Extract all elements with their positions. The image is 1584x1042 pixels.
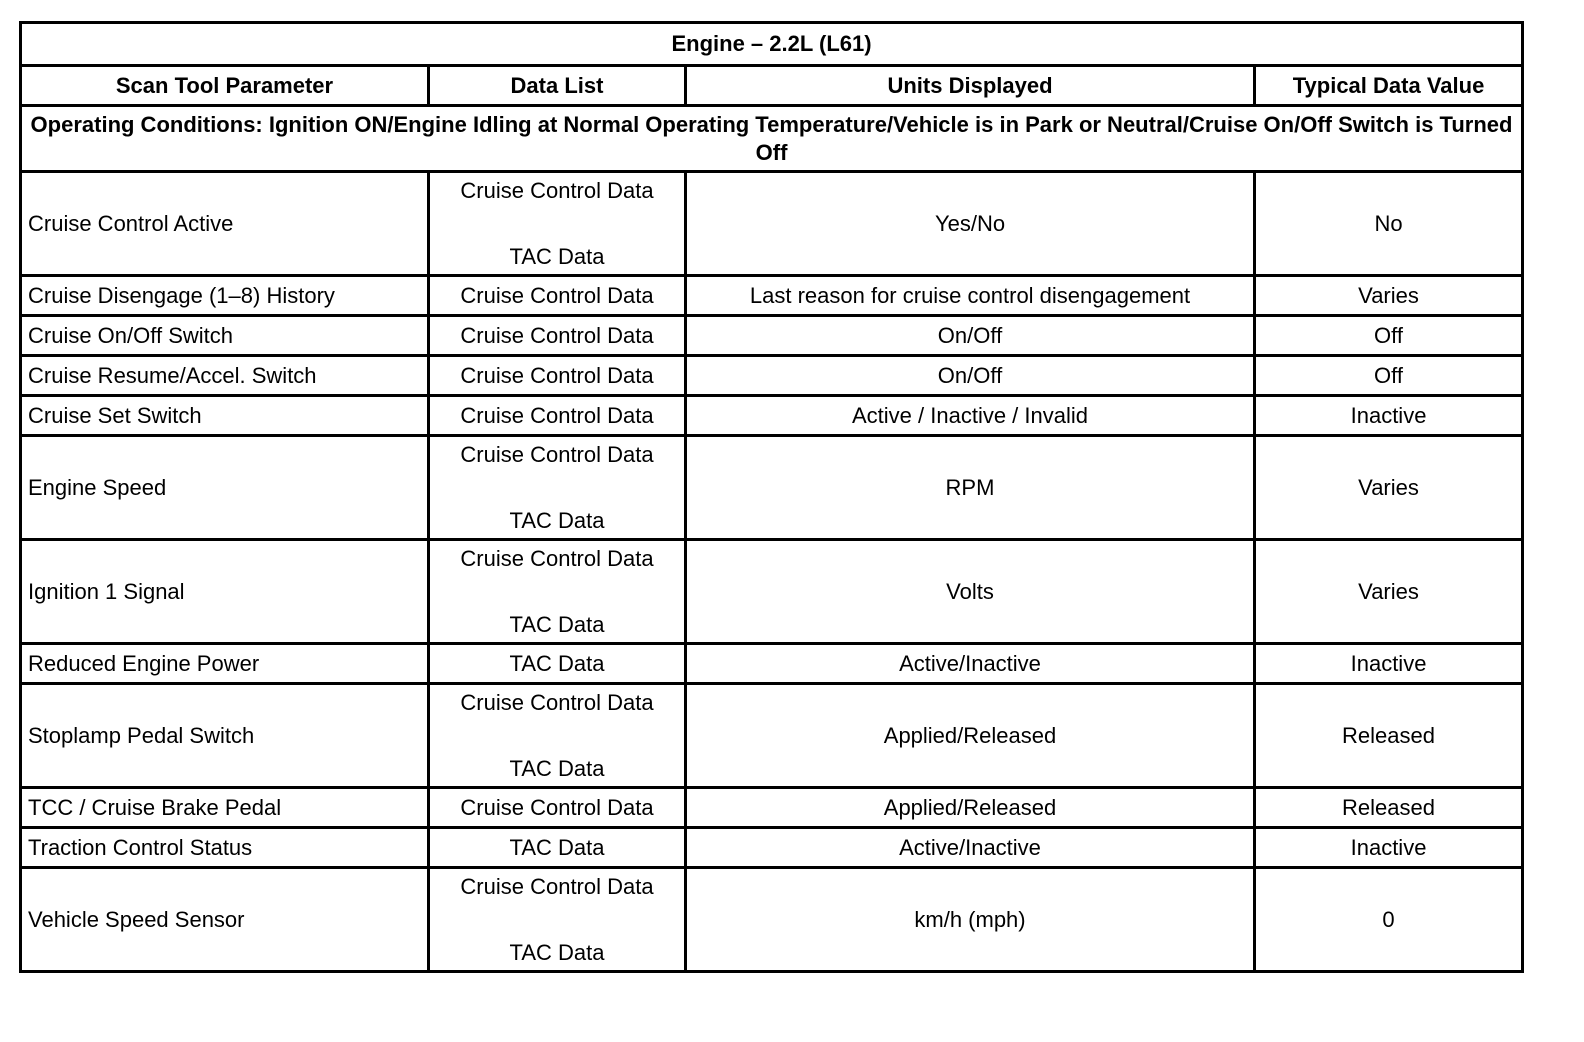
units-cell: Yes/No — [686, 172, 1255, 276]
data-list-cell: Cruise Control Data — [429, 276, 686, 316]
parameter-cell: Vehicle Speed Sensor — [21, 868, 429, 972]
table-row — [21, 868, 1523, 972]
table-row — [21, 356, 1523, 396]
typical-value-cell: Inactive — [1255, 828, 1523, 868]
data-list-item: Cruise Control Data — [460, 873, 654, 899]
table-title: Engine – 2.2L (L61) — [21, 23, 1523, 66]
data-list-item: TAC Data — [509, 243, 605, 269]
data-list-item: Cruise Control Data — [460, 545, 654, 571]
units-cell: RPM — [686, 436, 1255, 540]
typical-value-cell: Released — [1255, 788, 1523, 828]
data-list-cell — [429, 436, 686, 540]
header-scan-tool-parameter: Scan Tool Parameter — [21, 66, 429, 106]
units-cell: Volts — [686, 540, 1255, 644]
units-cell: On/Off — [686, 356, 1255, 396]
table-row — [21, 172, 1523, 276]
table-row — [21, 316, 1523, 356]
data-list-cell: Cruise Control Data — [429, 316, 686, 356]
parameter-cell: Stoplamp Pedal Switch — [21, 684, 429, 788]
data-list-item: TAC Data — [509, 507, 605, 533]
header-data-list: Data List — [429, 66, 686, 106]
parameter-cell: Traction Control Status — [21, 828, 429, 868]
units-cell: Last reason for cruise control disengagement — [686, 276, 1255, 316]
data-list-cell — [429, 868, 686, 972]
parameter-cell: Ignition 1 Signal — [21, 540, 429, 644]
operating-conditions-row — [21, 106, 1523, 172]
typical-value-cell: Varies — [1255, 540, 1523, 644]
parameter-cell: Cruise Set Switch — [21, 396, 429, 436]
parameter-cell: Cruise Resume/Accel. Switch — [21, 356, 429, 396]
parameter-cell: Cruise On/Off Switch — [21, 316, 429, 356]
units-cell: On/Off — [686, 316, 1255, 356]
typical-value-cell: Inactive — [1255, 396, 1523, 436]
typical-value-cell: Inactive — [1255, 644, 1523, 684]
table-header-row — [21, 66, 1523, 106]
parameter-cell: Cruise Disengage (1–8) History — [21, 276, 429, 316]
data-list-cell: TAC Data — [429, 828, 686, 868]
data-list-cell — [429, 540, 686, 644]
data-list-item: Cruise Control Data — [460, 689, 654, 715]
data-list-cell: Cruise Control Data — [429, 396, 686, 436]
typical-value-cell: Off — [1255, 356, 1523, 396]
typical-value-cell: No — [1255, 172, 1523, 276]
table-row — [21, 276, 1523, 316]
header-typical-data-value: Typical Data Value — [1255, 66, 1523, 106]
scan-tool-data-table — [19, 21, 1524, 973]
data-list-item: TAC Data — [509, 755, 605, 781]
table-row — [21, 644, 1523, 684]
parameter-cell: Cruise Control Active — [21, 172, 429, 276]
data-list-cell: Cruise Control Data — [429, 356, 686, 396]
parameter-cell: Reduced Engine Power — [21, 644, 429, 684]
typical-value-cell: Released — [1255, 684, 1523, 788]
header-units-displayed: Units Displayed — [686, 66, 1255, 106]
units-cell: Applied/Released — [686, 788, 1255, 828]
typical-value-cell: Off — [1255, 316, 1523, 356]
typical-value-cell: Varies — [1255, 436, 1523, 540]
data-list-item: Cruise Control Data — [460, 441, 654, 467]
data-list-cell — [429, 684, 686, 788]
data-list-item: TAC Data — [509, 939, 605, 965]
table-row — [21, 436, 1523, 540]
table-row — [21, 684, 1523, 788]
units-cell: Active/Inactive — [686, 828, 1255, 868]
data-list-cell — [429, 172, 686, 276]
typical-value-cell: 0 — [1255, 868, 1523, 972]
parameter-cell: Engine Speed — [21, 436, 429, 540]
data-list-cell: Cruise Control Data — [429, 788, 686, 828]
table-row — [21, 788, 1523, 828]
parameter-cell: TCC / Cruise Brake Pedal — [21, 788, 429, 828]
units-cell: Active / Inactive / Invalid — [686, 396, 1255, 436]
table-row — [21, 828, 1523, 868]
table-row — [21, 396, 1523, 436]
table-title-row — [21, 23, 1523, 66]
operating-conditions: Operating Conditions: Ignition ON/Engine Idling at Normal Operating Temperature/Vehicle is in Park or Neutral/Cruise On/Off Switch is Turned Off — [21, 106, 1523, 172]
data-list-item: TAC Data — [509, 611, 605, 637]
units-cell: km/h (mph) — [686, 868, 1255, 972]
units-cell: Active/Inactive — [686, 644, 1255, 684]
data-list-item: Cruise Control Data — [460, 177, 654, 203]
typical-value-cell: Varies — [1255, 276, 1523, 316]
data-list-cell: TAC Data — [429, 644, 686, 684]
table-row — [21, 540, 1523, 644]
units-cell: Applied/Released — [686, 684, 1255, 788]
